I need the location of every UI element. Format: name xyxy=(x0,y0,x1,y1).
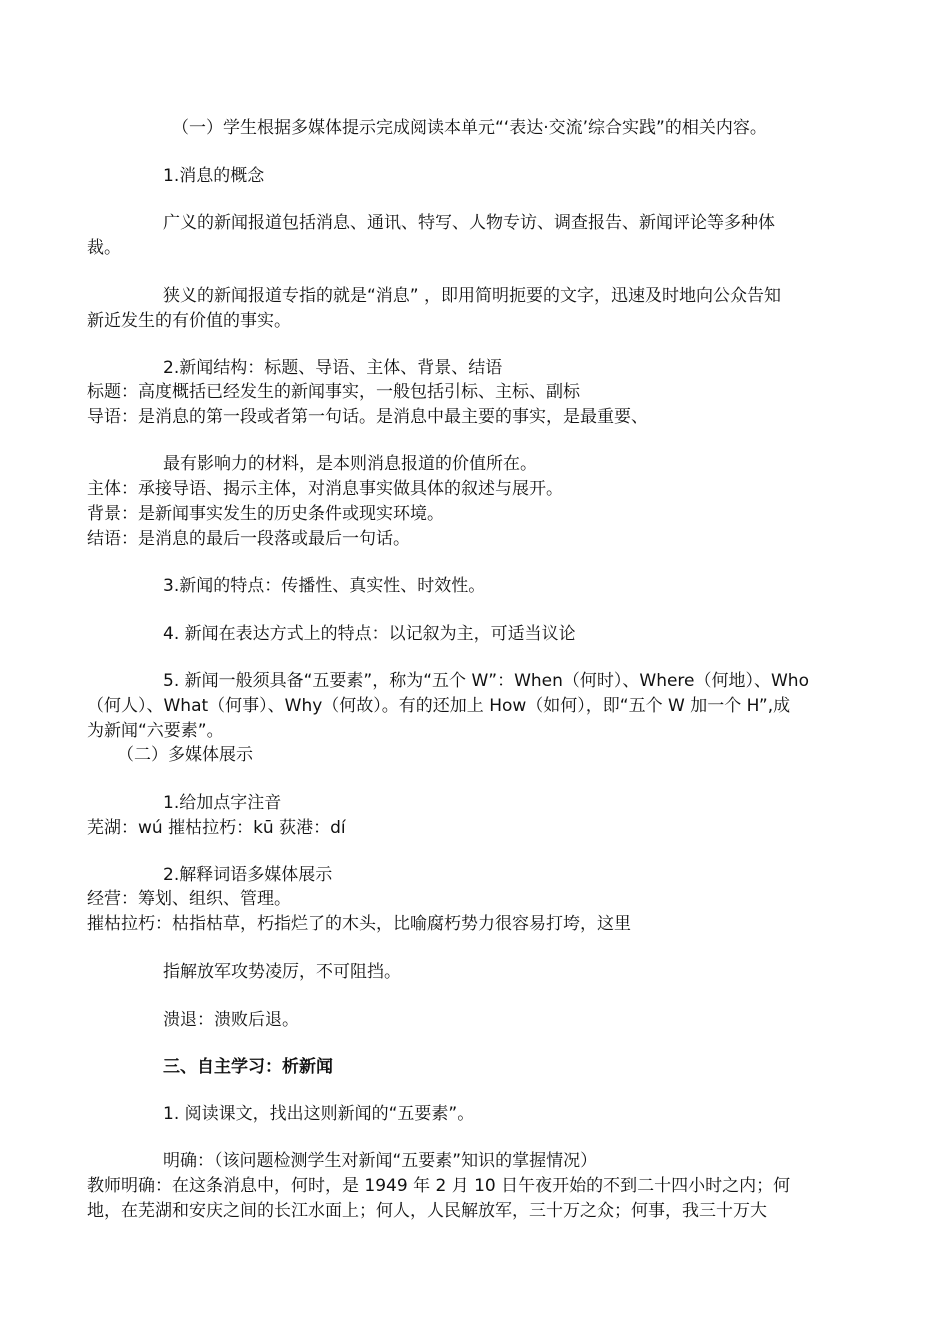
teacher-answer-line2: 地，在芜湖和安庆之间的长江水面上；何人，人民解放军，三十万之众；何事，我三十万大 xyxy=(87,1201,767,1221)
section1-title: （一）学生根据多媒体提示完成阅读本单元“‘表达·交流’综合实践”的相关内容。 xyxy=(172,118,767,138)
clarify-note: 明确：（该问题检测学生对新闻“五要素”知识的掌握情况） xyxy=(163,1151,598,1171)
vocabulary-heading: 2.解释词语多媒体展示 xyxy=(163,865,333,885)
concept-heading: 1.消息的概念 xyxy=(163,166,265,186)
background-definition: 背景：是新闻事实发生的历史条件或现实环境。 xyxy=(87,504,444,524)
narrow-definition-line2: 新近发生的有价值的事实。 xyxy=(87,311,291,331)
lead-definition-line2: 最有影响力的材料，是本则消息报道的价值所在。 xyxy=(163,454,537,474)
narrow-definition-line1: 狭义的新闻报道专指的就是“消息” ，即用简明扼要的文字，迅速及时地向公众告知 xyxy=(163,286,782,306)
title-definition: 标题：高度概括已经发生的新闻事实，一般包括引标、主标、副标 xyxy=(87,382,580,402)
five-elements-line2: （何人）、What（何事）、Why（何故）。有的还加上 How（如何），即“五个 W 加一个 H”,成 xyxy=(87,696,791,716)
ending-definition: 结语：是消息的最后一段落或最后一句话。 xyxy=(87,529,410,549)
lead-definition-line1: 导语：是消息的第一段或者第一句话。是消息中最主要的事实，是最重要、 xyxy=(87,407,648,427)
structure-heading: 2.新闻结构：标题、导语、主体、背景、结语 xyxy=(163,358,503,378)
vocab-kuitui: 溃退：溃败后退。 xyxy=(163,1010,299,1030)
expression-features: 4. 新闻在表达方式上的特点：以记叙为主，可适当议论 xyxy=(163,624,576,644)
five-elements-line1: 5. 新闻一般须具备“五要素”，称为“五个 W”：When（何时）、Where（何地）、Who xyxy=(163,671,809,691)
vocab-jingying: 经营：筹划、组织、管理。 xyxy=(87,889,291,909)
section2-title: （二）多媒体展示 xyxy=(117,745,253,765)
five-elements-line3: 为新闻“六要素”。 xyxy=(87,721,224,741)
question-1: 1. 阅读课文，找出这则新闻的“五要素”。 xyxy=(163,1104,475,1124)
vocab-cuiku-line1: 摧枯拉朽：枯指枯草，朽指烂了的木头，比喻腐朽势力很容易打垮，这里 xyxy=(87,914,631,934)
broad-definition-line1: 广义的新闻报道包括消息、通讯、特写、人物专访、调查报告、新闻评论等多种体 xyxy=(163,213,775,233)
vocab-cuiku-line2: 指解放军攻势凌厉，不可阻挡。 xyxy=(163,962,401,982)
teacher-answer-line1: 教师明确：在这条消息中，何时，是 1949 年 2 月 10 日午夜开始的不到二十四小时之内；何 xyxy=(87,1176,791,1196)
news-features: 3.新闻的特点：传播性、真实性、时效性。 xyxy=(163,576,486,596)
pronunciation-line: 芜湖：wú 摧枯拉朽：kū 荻港：dí xyxy=(87,818,346,838)
broad-definition-line2: 裁。 xyxy=(87,238,121,258)
section3-title: 三、自主学习：析新闻 xyxy=(163,1057,333,1077)
pronunciation-heading: 1.给加点字注音 xyxy=(163,793,282,813)
body-definition: 主体：承接导语、揭示主体，对消息事实做具体的叙述与展开。 xyxy=(87,479,563,499)
